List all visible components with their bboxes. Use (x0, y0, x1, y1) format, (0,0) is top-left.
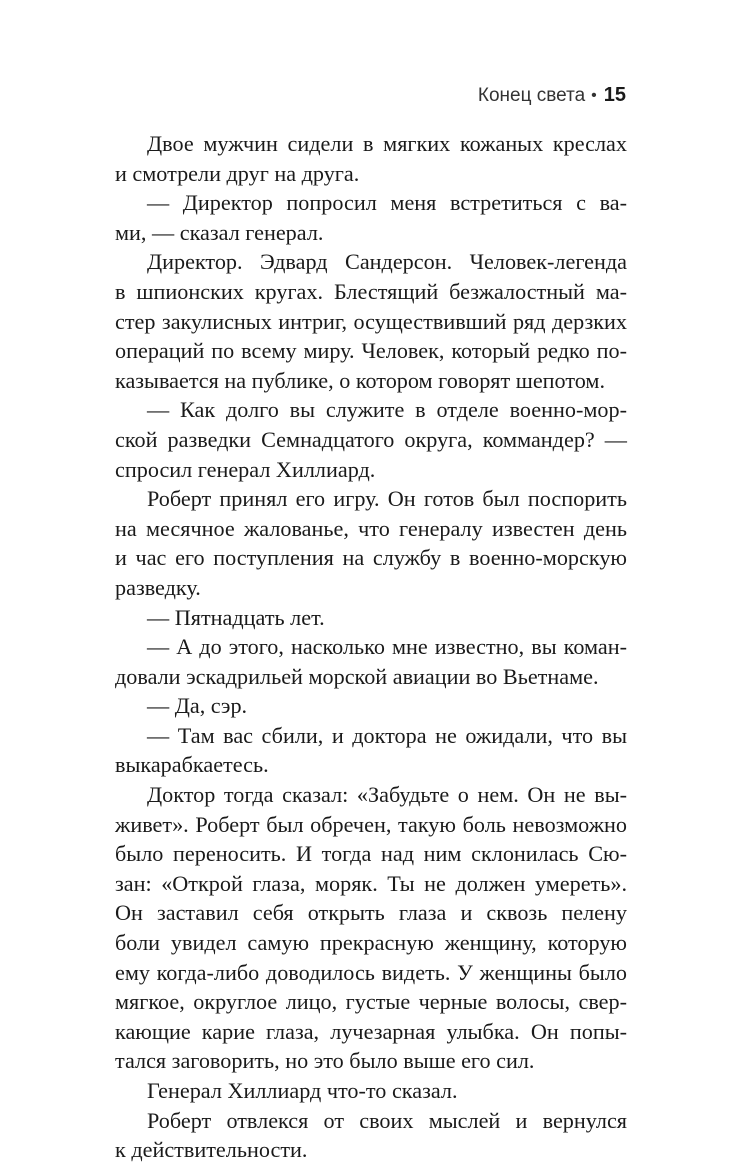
text-line: разведку. (115, 574, 201, 600)
text-line: довали эскадрильей морской авиации во Вьетнаме. (115, 663, 599, 689)
text-line: было переносить. И тогда над ним склонилась Сю- (115, 841, 627, 867)
text-line: Роберт принял его игру. Он готов был поспорить (147, 486, 627, 512)
text-line: стер закулисных интриг, осуществивший ряд дерзких (115, 308, 627, 334)
text-line: тался заговорить, но это было выше его сил. (115, 1048, 535, 1074)
header-separator: • (591, 87, 597, 104)
text-line: ской разведки Семнадцатого округа, коммандер? — (115, 426, 627, 452)
text-line: Двое мужчин сидели в мягких кожаных креслах (147, 131, 627, 156)
text-line: — Директор попросил меня встретиться с ва- (147, 190, 627, 216)
text-line: зан: «Открой глаза, моряк. Ты не должен умереть». (115, 870, 627, 896)
text-line: ми, — сказал генерал. (115, 219, 324, 245)
text-line: Генерал Хиллиард что-то сказал. (147, 1078, 458, 1103)
page-number: 15 (603, 84, 626, 106)
text-line: живет». Роберт был обречен, такую боль невозможно (115, 811, 627, 837)
text-line: к действительности. (115, 1137, 308, 1163)
text-line: кающие карие глаза, лучезарная улыбка. Он попы- (115, 1018, 627, 1044)
text-line: — А до этого, насколько мне известно, вы коман- (147, 634, 627, 660)
text-line: ему когда-либо доводилось видеть. У женщины было (115, 959, 627, 985)
text-line: мягкое, округлое лицо, густые черные волосы, свер- (115, 989, 627, 1015)
text-line: Роберт отвлекся от своих мыслей и вернулся (147, 1107, 627, 1133)
text-line: спросил генерал Хиллиард. (115, 456, 376, 482)
body-text (115, 129, 627, 1165)
text-line: в шпионских кругах. Блестящий безжалостный ма- (115, 278, 627, 304)
text-line: казывается на публике, о котором говорят шепотом. (115, 367, 606, 393)
text-line: — Как долго вы служите в отделе военно-мор- (147, 397, 627, 423)
text-line: Доктор тогда сказал: «Забудьте о нем. Он не вы- (147, 782, 627, 808)
text-line: выкарабкаетесь. (115, 752, 269, 778)
text-line: на месячное жалованье, что генералу известен день (115, 515, 627, 541)
text-line: и смотрели друг на друга. (115, 160, 360, 186)
text-line: боли увидел самую прекрасную женщину, которую (115, 930, 627, 956)
running-header (478, 83, 626, 109)
text-line: операций по всему миру. Человек, который редко по- (115, 338, 627, 364)
text-line: и час его поступления на службу в военно-морскую (115, 545, 627, 571)
text-line: — Там вас сбили, и доктора не ожидали, что вы (147, 722, 627, 748)
chapter-title: Конец света (477, 85, 586, 106)
text-line: Директор. Эдвард Сандерсон. Человек-легенда (147, 249, 627, 275)
text-line: — Пятнадцать лет. (147, 604, 325, 630)
text-line: Он заставил себя открыть глаза и сквозь пелену (115, 900, 627, 926)
text-line: — Да, сэр. (147, 693, 248, 719)
